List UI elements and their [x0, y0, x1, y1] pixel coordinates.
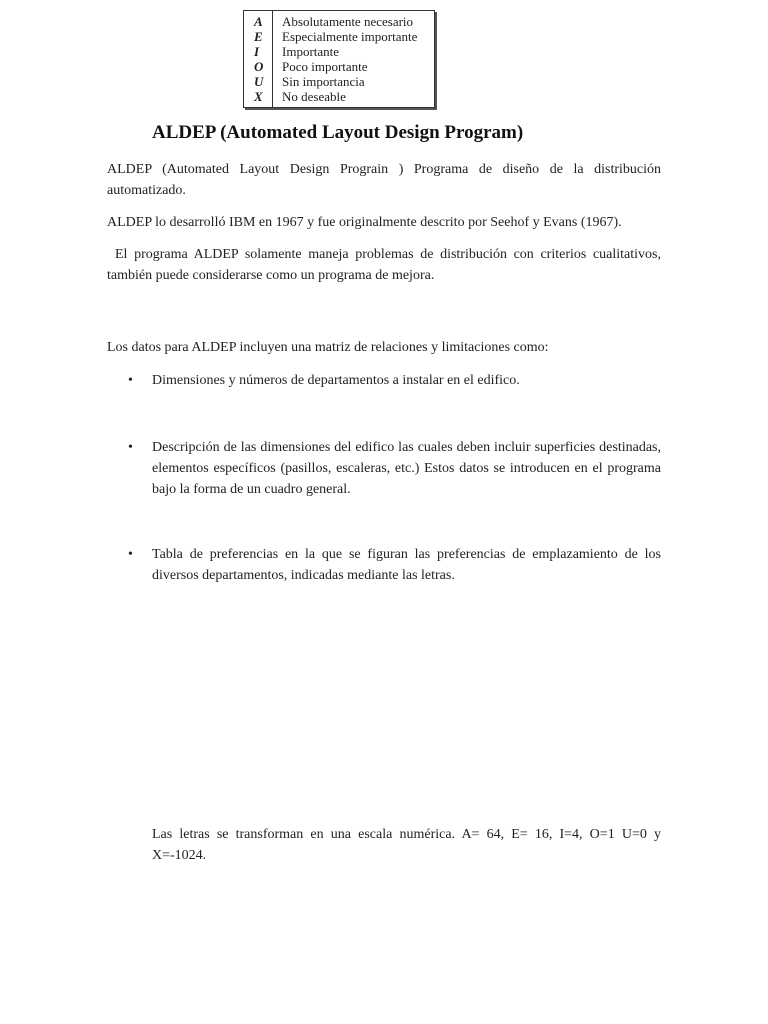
paragraph-history: ALDEP lo desarrolló IBM en 1967 y fue originalmente descrito por Seehof y Evans (1967). [107, 215, 622, 230]
bullet-marker: • [128, 373, 133, 388]
legend-code: E [254, 29, 263, 44]
legend-divider [272, 11, 273, 107]
legend-code: O [254, 59, 264, 74]
legend-description: Sin importancia [282, 74, 365, 89]
preference-legend-table [243, 10, 435, 108]
document-title: ALDEP (Automated Layout Design Program) [152, 122, 524, 143]
legend-code: U [254, 74, 264, 89]
legend-code: A [254, 14, 263, 29]
paragraph-intro: ALDEP (Automated Layout Design Prograin ) Programa de diseño de la distribución automatizado. [107, 162, 661, 198]
bullet-marker: • [128, 440, 133, 455]
legend-description: Importante [282, 44, 340, 59]
legend-description: Especialmente importante [282, 29, 418, 44]
legend-description: Absolutamente necesario [282, 14, 414, 29]
legend-description: Poco importante [282, 59, 368, 74]
legend-code: X [254, 89, 263, 104]
paragraph-data-intro: Los datos para ALDEP incluyen una matriz de relaciones y limitaciones como: [107, 340, 549, 355]
legend-description: No deseable [282, 89, 346, 104]
legend-code: I [254, 44, 260, 59]
paragraph-scope: El programa ALDEP solamente maneja problemas de distribución con criterios cualitativos, también puede considerarse como un programa de mejora. [107, 247, 661, 283]
bullet-item-preferences: Tabla de preferencias en la que se figuran las preferencias de emplazamiento de los diversos departamentos, indicadas mediante las letras. [152, 547, 661, 583]
paragraph-numeric-scale: Las letras se transforman en una escala numérica. A= 64, E= 16, I=4, O=1 U=0 y X=-1024. [152, 827, 661, 863]
bullet-marker: • [128, 547, 133, 562]
bullet-item-building: Descripción de las dimensiones del edifico las cuales deben incluir superficies destinadas, elementos específicos (pasillos, escaleras, etc.) Estos datos se introducen en el programa bajo la forma de un cuadro general. [152, 440, 661, 497]
bullet-item-dimensions: Dimensiones y números de departamentos a instalar en el edifico. [152, 373, 520, 388]
